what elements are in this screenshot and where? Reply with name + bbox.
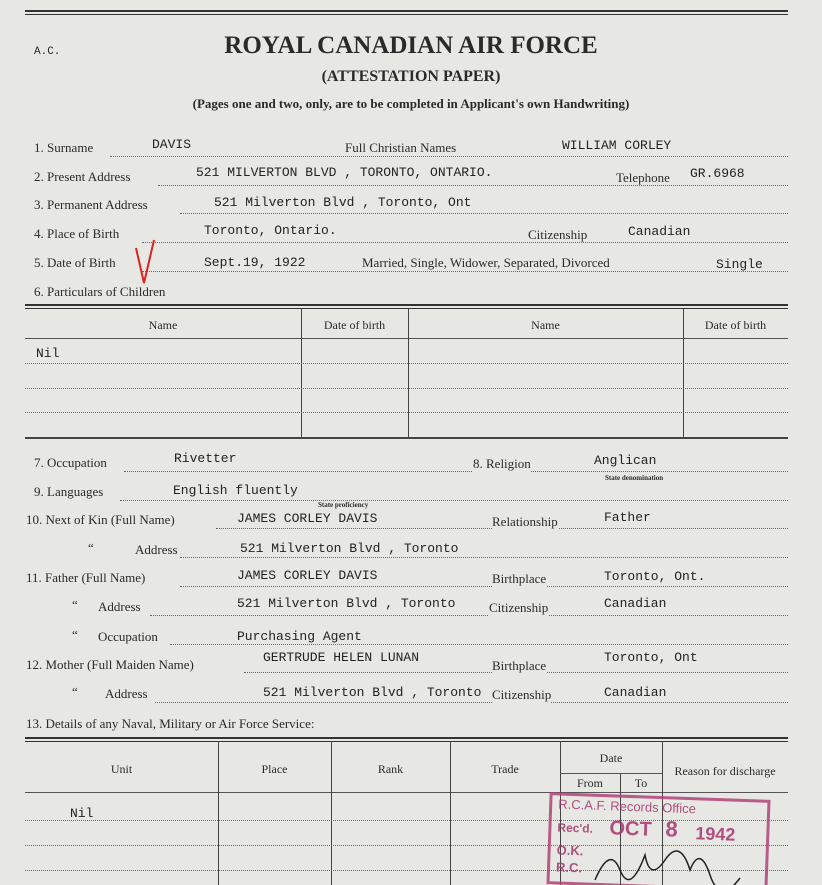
permanent-address-value: 521 Milverton Blvd , Toronto, Ont (214, 195, 472, 210)
table-row-line (25, 412, 788, 413)
page-title: ROYAL CANADIAN AIR FORCE (224, 32, 598, 59)
stamp-month: OCT (609, 817, 653, 841)
mother-citizenship-value: Canadian (604, 685, 667, 700)
service-header-from: From (576, 776, 603, 790)
dotted-line (124, 471, 788, 472)
marital-value: Single (716, 257, 763, 272)
dotted-line (155, 702, 788, 703)
table-divider (25, 792, 788, 793)
handwritten-signature (590, 840, 750, 885)
present-address-label: 2. Present Address (34, 169, 131, 184)
place-of-birth-label: 4. Place of Birth (34, 226, 120, 241)
languages-note: State proficiency (318, 501, 369, 509)
dotted-line (110, 156, 788, 157)
top-rule (25, 10, 788, 15)
service-header-to: To (634, 776, 648, 790)
service-table-rule (25, 737, 788, 742)
father-citizenship-value: Canadian (604, 596, 667, 611)
service-header-unit: Unit (110, 762, 133, 776)
telephone-label: Telephone (616, 170, 670, 185)
table-bottom-rule (25, 437, 788, 439)
father-address-value: 521 Milverton Blvd , Toronto (237, 596, 456, 611)
surname-label: 1. Surname (34, 140, 94, 155)
children-header-name-2: Name (531, 318, 560, 332)
service-header-date: Date (599, 751, 623, 765)
mother-address-value: 521 Milverton Blvd , Toronto (263, 685, 482, 700)
father-address-label: Address (98, 599, 141, 614)
service-header-place: Place (261, 762, 288, 776)
christian-names-value: WILLIAM CORLEY (562, 138, 672, 153)
dotted-line (158, 185, 788, 186)
date-of-birth-value: Sept.19, 1922 (204, 255, 306, 270)
occupation-label: 7. Occupation (34, 455, 107, 470)
ditto-mark: “ (72, 597, 78, 612)
father-birthplace-value: Toronto, Ont. (604, 569, 706, 584)
table-row-line (25, 388, 788, 389)
stamp-rc: R.C. (555, 859, 583, 876)
children-header-dob-2: Date of birth (704, 318, 767, 332)
children-label: 6. Particulars of Children (34, 284, 166, 299)
mother-value: GERTRUDE HELEN LUNAN (263, 650, 420, 665)
dotted-line (120, 500, 788, 501)
stamp-recd: Rec'd. (557, 820, 594, 836)
service-header-trade: Trade (491, 762, 519, 776)
citizenship-value: Canadian (628, 224, 691, 239)
mother-address-label: Address (105, 686, 148, 701)
children-header-name: Name (148, 318, 178, 332)
next-of-kin-value: JAMES CORLEY DAVIS (237, 511, 378, 526)
relationship-label: Relationship (492, 514, 558, 529)
dotted-line (180, 586, 788, 587)
father-citizenship-label: Citizenship (489, 600, 549, 615)
service-header-rank: Rank (377, 762, 404, 776)
page-subtitle: (ATTESTATION PAPER) (321, 68, 501, 85)
red-check-mark (134, 238, 158, 288)
mother-label: 12. Mother (Full Maiden Name) (26, 657, 194, 672)
form-code: A.C. (34, 46, 61, 58)
surname-value: DAVIS (152, 137, 192, 152)
children-header-dob: Date of birth (323, 318, 386, 332)
father-occupation-label: Occupation (98, 629, 158, 644)
permanent-address-label: 3. Permanent Address (34, 197, 148, 212)
children-row-name: Nil (36, 346, 60, 361)
ditto-mark: “ (88, 540, 94, 555)
date-of-birth-label: 5. Date of Birth (34, 255, 116, 270)
children-table-rule (25, 304, 788, 309)
relationship-value: Father (604, 510, 651, 525)
father-value: JAMES CORLEY DAVIS (237, 568, 378, 583)
religion-value: Anglican (594, 453, 657, 468)
religion-label: 8. Religion (473, 456, 531, 471)
date-subheader-divider (560, 773, 662, 774)
stamp-year: 1942 (694, 823, 736, 845)
dotted-line (180, 213, 788, 214)
stamp-day: 8 (665, 816, 679, 842)
religion-note: State denomination (605, 474, 664, 482)
dotted-line (150, 615, 788, 616)
occupation-value: Rivetter (174, 451, 237, 466)
service-header-reason: Reason for discharge (674, 764, 776, 778)
table-divider (25, 338, 788, 339)
kin-address-label: Address (135, 542, 178, 557)
dotted-line (142, 242, 788, 243)
service-row-unit: Nil (70, 806, 94, 821)
citizenship-label: Citizenship (528, 227, 588, 242)
christian-names-label: Full Christian Names (345, 140, 457, 155)
dotted-line (170, 644, 788, 645)
father-occupation-value: Purchasing Agent (237, 629, 362, 644)
languages-label: 9. Languages (34, 484, 104, 499)
mother-birthplace-label: Birthplace (492, 658, 547, 673)
place-of-birth-value: Toronto, Ontario. (204, 223, 337, 238)
present-address-value: 521 MILVERTON BLVD , TORONTO, ONTARIO. (196, 165, 493, 180)
kin-address-value: 521 Milverton Blvd , Toronto (240, 541, 459, 556)
stamp-office: R.C.A.F. Records Office (558, 796, 697, 817)
mother-citizenship-label: Citizenship (492, 687, 552, 702)
telephone-value: GR.6968 (690, 166, 745, 181)
dotted-line (180, 557, 788, 558)
ditto-mark: “ (72, 684, 78, 699)
mother-birthplace-value: Toronto, Ont (604, 650, 698, 665)
ditto-mark: “ (72, 627, 78, 642)
languages-value: English fluently (173, 483, 298, 498)
marital-label: Married, Single, Widower, Separated, Divorced (362, 255, 610, 270)
next-of-kin-label: 10. Next of Kin (Full Name) (26, 512, 175, 527)
father-label: 11. Father (Full Name) (26, 570, 146, 585)
stamp-ok: O.K. (556, 842, 584, 859)
table-row-line (25, 363, 788, 364)
instruction: (Pages one and two, only, are to be completed in Applicant's own Handwriting) (192, 96, 630, 111)
father-birthplace-label: Birthplace (492, 571, 547, 586)
service-label: 13. Details of any Naval, Military or Air Force Service: (26, 716, 315, 731)
dotted-line (142, 271, 788, 272)
